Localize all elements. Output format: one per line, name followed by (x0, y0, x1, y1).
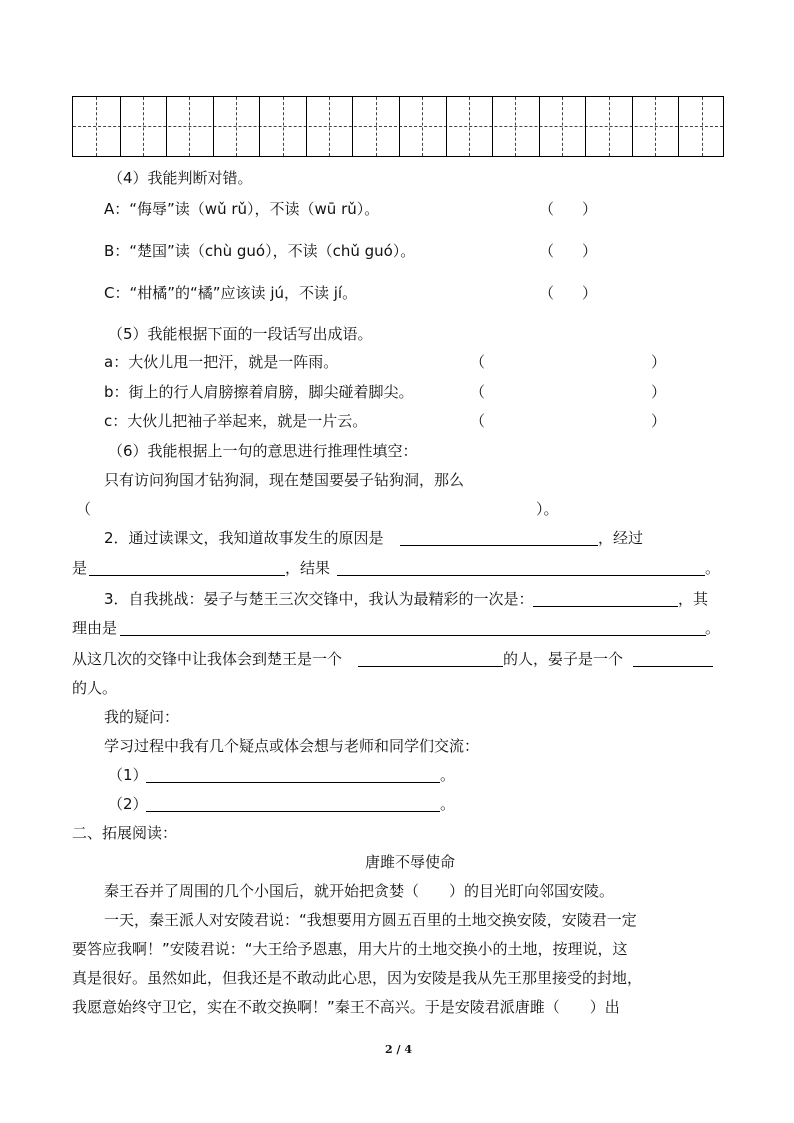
q2-result-blank[interactable] (337, 558, 705, 579)
question-1-blank[interactable] (146, 765, 440, 786)
q4-answer-c[interactable]: （ ） (539, 284, 598, 302)
article-paragraph-1: 秦王吞并了周围的几个小国后，就开始把贪婪（ ）的目光盯向邻国安陵。 (104, 882, 615, 900)
questions-intro: 学习过程中我有几个疑点或体会想与老师和同学们交流： (104, 737, 480, 755)
grid-cell-divider (632, 97, 633, 156)
q3-reason-label: 理由是 (72, 619, 118, 637)
writing-grid (72, 96, 724, 157)
grid-cell-divider (213, 97, 214, 156)
q4-item-b: B：“楚国”读（chù guó），不读（chǔ guó）。 (104, 242, 416, 260)
grid-cell-divider (446, 97, 447, 156)
q2-after-cause: ，经过 (598, 529, 644, 547)
q5-answer-a[interactable]: （ ） (470, 353, 667, 371)
article-paragraph-2-line-1: 一天，秦王派人对安陵君说：“我想要用方圆五百里的土地交换安陵，安陵君一定 (104, 911, 637, 929)
grid-cell-guide (562, 97, 563, 156)
q2-end: 。 (705, 559, 721, 577)
grid-cell-guide (236, 97, 237, 156)
q6-answer-close: ）。 (536, 500, 559, 518)
article-title: 唐雎不辱使命 (365, 853, 456, 871)
grid-cell-divider (352, 97, 353, 156)
q3-best-blank[interactable] (533, 589, 678, 610)
grid-cell-divider (492, 97, 493, 156)
grid-cell-divider (399, 97, 400, 156)
q2-cause-blank[interactable] (400, 528, 598, 549)
grid-cell-divider (120, 97, 121, 156)
q2-process-blank[interactable] (89, 558, 285, 579)
question-1-label: （1） (108, 766, 148, 784)
q4-item-a: A：“侮辱”读（wǔ rǔ），不读（wū rǔ）。 (104, 200, 380, 218)
q6-text: 只有访问狗国才钻狗洞，现在楚国要晏子钻狗洞，那么 (104, 471, 465, 489)
q3-line3b: 的人，晏子是一个 (503, 650, 624, 668)
q5-answer-b[interactable]: （ ） (470, 383, 667, 401)
article-paragraph-2-line-2: 要答应我啊！”安陵君说：“大王给予恩惠，用大片的土地交换小的土地，按理说，这 (72, 940, 628, 958)
q5-heading: （5）我能根据下面的一段话写出成语。 (108, 325, 373, 343)
question-1-end: 。 (440, 766, 456, 784)
q3-after: ，其 (678, 590, 709, 608)
q3-prefix: 3．自我挑战：晏子与楚王三次交锋中，我认为最精彩的一次是： (104, 590, 534, 608)
grid-cell-guide (422, 97, 423, 156)
q4-answer-a[interactable]: （ ） (539, 200, 598, 218)
question-2-blank[interactable] (146, 794, 440, 815)
q4-item-c: C：“柑橘”的“橘”应该读 jú，不读 jí。 (104, 284, 358, 302)
q5-item-c: c：大伙儿把袖子举起来，就是一片云。 (104, 412, 368, 430)
grid-midline (73, 126, 723, 127)
section2-heading: 二、拓展阅读： (72, 824, 178, 842)
q3-reason-blank[interactable] (120, 618, 706, 639)
grid-cell-guide (96, 97, 97, 156)
grid-cell-divider (585, 97, 586, 156)
question-2-label: （2） (108, 795, 148, 813)
grid-cell-divider (539, 97, 540, 156)
q2-prefix: 2．通过读课文，我知道故事发生的原因是 (104, 529, 384, 547)
grid-cell-guide (469, 97, 470, 156)
grid-cell-guide (515, 97, 516, 156)
grid-cell-guide (702, 97, 703, 156)
grid-cell-guide (329, 97, 330, 156)
grid-cell-divider (259, 97, 260, 156)
grid-cell-guide (609, 97, 610, 156)
grid-cell-guide (655, 97, 656, 156)
q4-answer-b[interactable]: （ ） (539, 242, 598, 260)
q3-line4: 的人。 (72, 679, 118, 697)
question-2-end: 。 (440, 795, 456, 813)
grid-cell-divider (306, 97, 307, 156)
grid-cell-guide (143, 97, 144, 156)
q5-answer-c[interactable]: （ ） (470, 412, 667, 430)
q5-item-a: a：大伙儿甩一把汗，就是一阵雨。 (104, 353, 339, 371)
q3-yanzi-blank[interactable] (633, 649, 713, 670)
q6-heading: （6）我能根据上一句的意思进行推理性填空： (108, 442, 418, 460)
q3-king-blank[interactable] (358, 649, 503, 670)
grid-cell-guide (189, 97, 190, 156)
q3-line3a: 从这几次的交锋中让我体会到楚王是一个 (72, 650, 343, 668)
q6-answer-open: （ (76, 500, 92, 518)
q2-result-label: ，结果 (285, 559, 331, 577)
grid-cell-guide (376, 97, 377, 156)
q2-line2-prefix: 是 (72, 559, 88, 577)
grid-cell-divider (166, 97, 167, 156)
article-paragraph-2-line-3: 真是很好。虽然如此，但我还是不敢动此心思，因为安陵是我从先王那里接受的封地， (72, 969, 643, 987)
page-number: 2 / 4 (385, 1043, 412, 1056)
q5-item-b: b：街上的行人肩膀擦着肩膀，脚尖碰着脚尖。 (104, 383, 414, 401)
grid-cell-guide (283, 97, 284, 156)
grid-cell-divider (678, 97, 679, 156)
article-paragraph-2-line-4: 我愿意始终守卫它，实在不敢交换啊！”秦王不高兴。于是安陵君派唐雎（ ）出 (72, 998, 620, 1016)
q4-heading: （4）我能判断对错。 (108, 169, 253, 187)
q3-reason-end: 。 (705, 619, 721, 637)
questions-heading: 我的疑问： (104, 708, 180, 726)
